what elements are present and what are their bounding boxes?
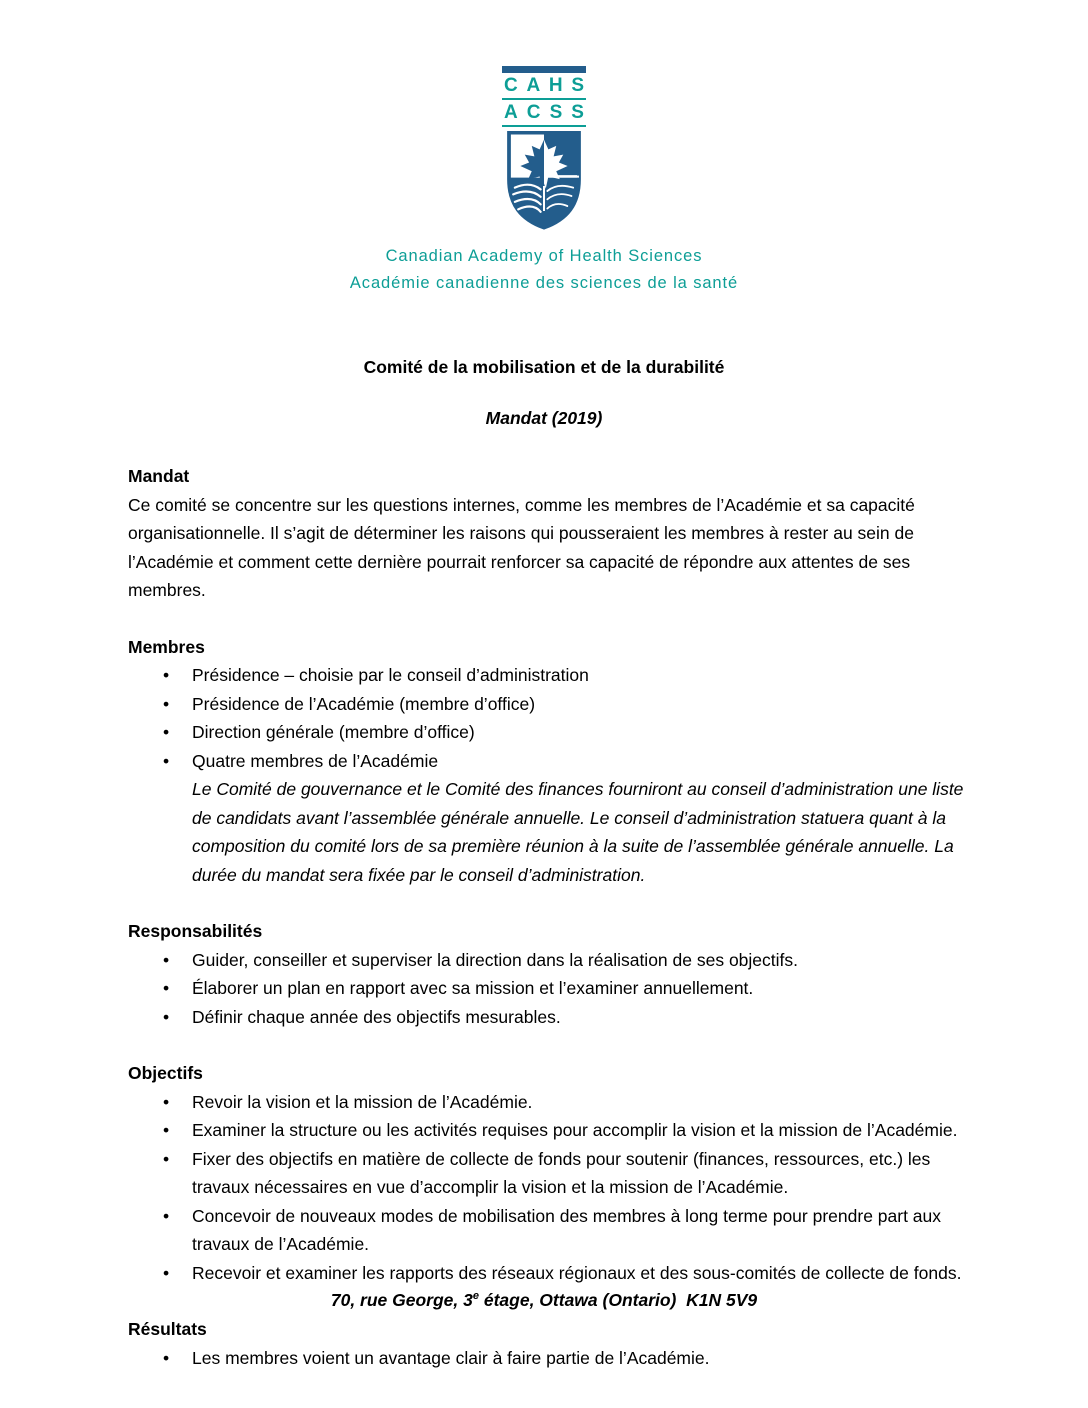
objectifs-list [128, 1088, 965, 1288]
cahs-shield-maple-leaf-icon [502, 131, 586, 231]
logo-divider [502, 125, 586, 127]
footer-superscript: e [472, 1290, 479, 1303]
list-item: • Concevoir de nouveaux modes de mobilisation des membres à long terme pour prendre part aux travaux de l’Académie. [192, 1202, 965, 1259]
logo-letter: S [549, 102, 563, 123]
list-item: • Les membres voient un avantage clair à faire partie de l’Académie. [192, 1344, 965, 1373]
list-item: • Direction générale (membre d’office) [192, 718, 965, 747]
section-heading-resultats: Résultats [128, 1319, 207, 1339]
list-item: • Revoir la vision et la mission de l’Académie. [192, 1088, 965, 1117]
logo-divider [502, 98, 586, 100]
list-item: • Examiner la structure ou les activités requises pour accomplir la vision et la mission de l’Académie. [192, 1116, 965, 1145]
logo-acronym-cahs [502, 76, 586, 96]
section-heading-membres: Membres [128, 636, 205, 657]
logo-acronym-acss [502, 103, 586, 123]
list-item: • Présidence de l’Académie (membre d’office) [192, 690, 965, 719]
resultats-list [128, 1344, 965, 1373]
document-title: Comité de la mobilisation et de la durabilité [363, 357, 725, 377]
section-heading-objectifs: Objectifs [128, 1063, 203, 1083]
footer-text: étage, Ottawa (Ontario) K1N 5V9 [479, 1290, 758, 1310]
list-item: • Quatre membres de l’Académie [192, 747, 965, 776]
membres-note: Le Comité de gouvernance et le Comité des finances fourniront au conseil d’administration une liste de candidats avant l’assemblée générale annuelle. Le conseil d’administration statuera quant à la composition du comité lors de sa première réunion à la suite de l’assemblée générale annuelle. La durée du mandat sera fixée par le conseil d’administration. [192, 779, 964, 885]
document-body [0, 462, 1088, 1372]
mandat-paragraph: Ce comité se concentre sur les questions internes, comme les membres de l’Académie et sa capacité organisationnelle. Il s’agit de déterminer les raisons qui pousseraient les membres à rester au sein de l’Académie et comment cette dernière pourrait renforcer sa capacité de répondre aux attentes de ses membres. [128, 494, 915, 600]
logo-letter: A [526, 75, 541, 96]
list-item: • Fixer des objectifs en matière de collecte de fonds pour soutenir (finances, ressources, etc.) les travaux nécessaires en vue d’accomplir la vision et la mission de l’Académie. [192, 1145, 965, 1202]
list-item: • Élaborer un plan en rapport avec sa mission et l’examiner annuellement. [192, 974, 965, 1003]
logo-letter: S [571, 75, 584, 96]
logo-letter: S [571, 102, 584, 123]
section-heading-mandat: Mandat [128, 466, 190, 486]
cahs-logo [502, 66, 586, 231]
membres-list [128, 661, 965, 775]
org-name-french: Académie canadienne des sciences de la santé [349, 274, 739, 292]
address-footer [0, 1290, 1088, 1311]
document-subtitle: Mandat (2019) [485, 408, 603, 428]
list-item: • Recevoir et examiner les rapports des réseaux régionaux et des sous-comités de collecte de fonds. [192, 1259, 965, 1288]
footer-text: 70, rue George, 3 [330, 1290, 473, 1310]
responsabilites-list [128, 946, 965, 1032]
section-heading-responsabilites: Responsabilités [128, 921, 263, 941]
logo-letter: C [526, 102, 541, 123]
org-tagline [0, 243, 1088, 297]
list-item: • Définir chaque année des objectifs mesurables. [192, 1003, 965, 1032]
logo-letter: A [504, 102, 518, 123]
logo-letter: C [504, 75, 518, 96]
list-item: • Guider, conseiller et superviser la direction dans la réalisation de ses objectifs. [192, 946, 965, 975]
logo-top-bar [502, 66, 586, 73]
org-name-english: Canadian Academy of Health Sciences [385, 247, 703, 265]
logo-letter: H [548, 75, 563, 96]
list-item: • Présidence – choisie par le conseil d’administration [192, 661, 965, 690]
